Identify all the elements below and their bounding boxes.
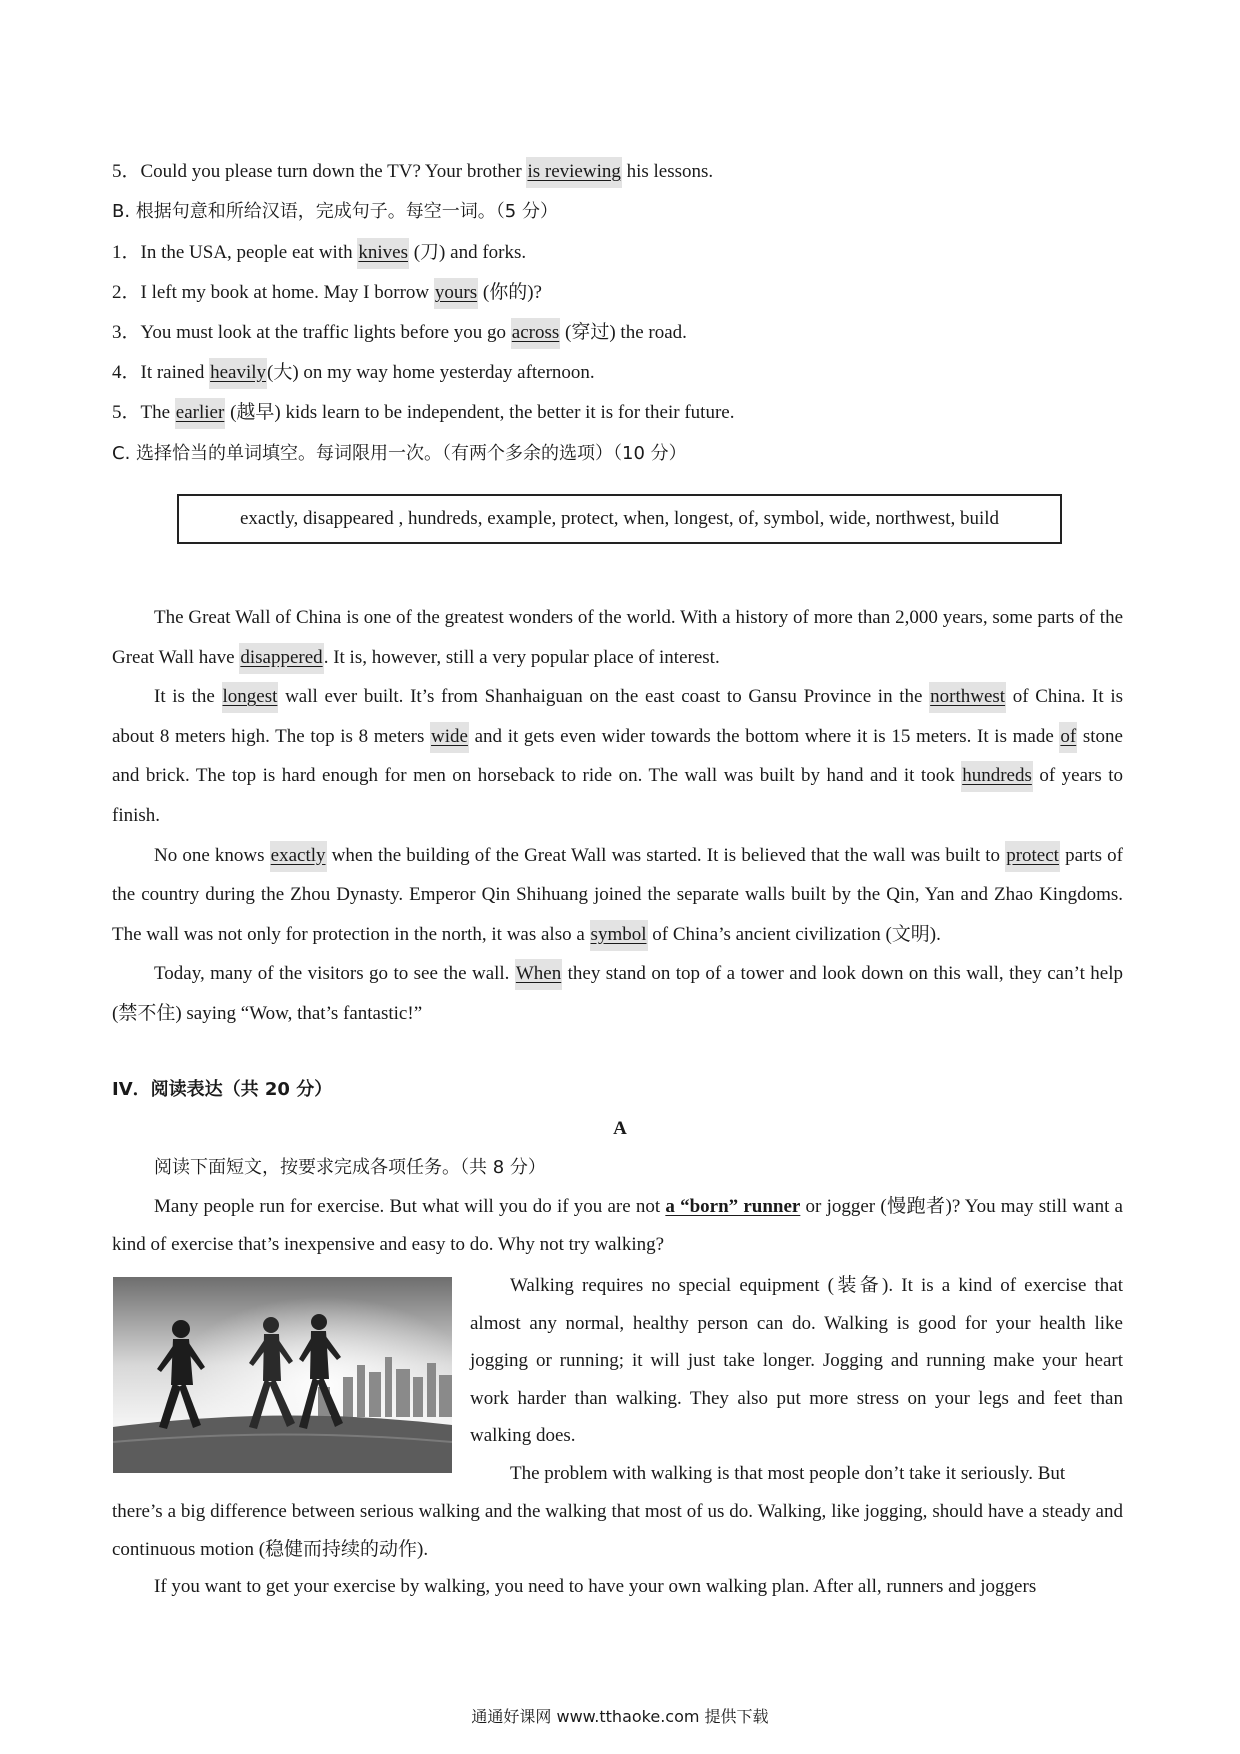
question-text: his lessons. bbox=[621, 161, 714, 182]
question-text: (越早) kids learn to be independent, the better it is for their future. bbox=[225, 402, 735, 423]
answer-blank: knives bbox=[357, 238, 409, 269]
paragraph: No one knows exactly when the building of the Great Wall was started. It is believed that the wall was built to protect parts of the country during the Zhou Dynasty. Emperor Qin Shihuang joined the separate walls built by the Qin, Yan and Zhao Kingdoms. The wall was not only for protection in the north, it was also a symbol of China’s ancient civilization (文明). bbox=[112, 836, 1123, 955]
paragraph: If you want to get your exercise by walking, you need to have your own walking plan. After all, runners and joggers bbox=[154, 1576, 1037, 1597]
question-text: 4．It rained bbox=[112, 362, 210, 383]
question-text: (刀) and forks. bbox=[408, 242, 527, 263]
paragraph: Today, many of the visitors go to see the wall. When they stand on top of a tower and look down on this wall, they can’t help (禁不住) saying “Wow, that’s fantastic!” bbox=[112, 954, 1123, 1033]
question-text: (穿过) the road. bbox=[560, 322, 687, 343]
section-heading: IV．阅读表达（共 20 分） bbox=[112, 1079, 333, 1100]
word-bank-box bbox=[177, 494, 1062, 544]
question-text: 5．The bbox=[112, 402, 175, 423]
section-heading: B. 根据句意和所给汉语，完成句子。每空一词。（5 分） bbox=[112, 201, 558, 222]
answer-blank: disappered bbox=[239, 643, 323, 674]
answer-blank: symbol bbox=[590, 920, 648, 951]
answer-blank: longest bbox=[222, 682, 279, 713]
answer-blank: of bbox=[1059, 722, 1077, 753]
answer-blank: exactly bbox=[270, 841, 327, 872]
answer-blank: hundreds bbox=[961, 761, 1033, 792]
page-footer: 通通好课网 www.tthaoke.com 提供下载 bbox=[471, 1707, 769, 1726]
question-line bbox=[112, 281, 542, 305]
paragraph: The problem with walking is that most people don’t take it seriously. But bbox=[510, 1462, 1066, 1484]
answer-blank: When bbox=[515, 959, 562, 990]
word-bank-text: exactly, disappeared , hundreds, example, protect, when, longest, of, symbol, wide, northwest, build bbox=[239, 508, 1000, 529]
question-line bbox=[112, 241, 526, 265]
question-text: 2．I left my book at home. May I borrow bbox=[112, 282, 434, 303]
part-label: A bbox=[613, 1118, 627, 1139]
answer-blank: across bbox=[511, 318, 560, 349]
question-text: 3．You must look at the traffic lights before you go bbox=[112, 322, 511, 343]
question-line bbox=[112, 321, 687, 345]
answer-blank: is reviewing bbox=[526, 157, 621, 188]
answer-blank: heavily bbox=[209, 358, 267, 389]
question-line bbox=[112, 361, 595, 385]
walkers-image bbox=[113, 1277, 452, 1473]
paragraph: there’s a big difference between serious walking and the walking that most of us do. Walking, like jogging, should have a steady and continuous motion (稳健而持续的动作). bbox=[112, 1501, 1123, 1560]
paragraph: Many people run for exercise. But what will you do if you are not a “born” runner or jogger (慢跑者)? You may still want a kind of exercise that’s inexpensive and easy to do. Why not try walking? bbox=[112, 1196, 1123, 1255]
question-text: (你的)? bbox=[478, 282, 542, 303]
answer-blank: northwest bbox=[929, 682, 1006, 713]
instruction-text: 阅读下面短文，按要求完成各项任务。（共 8 分） bbox=[154, 1157, 546, 1178]
question-line bbox=[112, 160, 713, 184]
answer-blank: earlier bbox=[175, 398, 226, 429]
passage-walking-intro bbox=[112, 1188, 1123, 1263]
answer-blank: wide bbox=[430, 722, 469, 753]
answer-blank: yours bbox=[434, 278, 478, 309]
paragraph: It is the longest wall ever built. It’s from Shanhaiguan on the east coast to Gansu Province in the northwest of China. It is about 8 meters high. The top is 8 meters wide and it gets even wider towards the bottom where it is 15 meters. It is made of stone and brick. The top is hard enough for men on horseback to ride on. The wall was built by hand and it took hundreds of years to finish. bbox=[112, 677, 1123, 835]
passage-walking-continued bbox=[112, 1493, 1123, 1606]
walkers-photo bbox=[113, 1277, 452, 1473]
section-heading: C. 选择恰当的单词填空。每词限用一次。（有两个多余的选项）（10 分） bbox=[112, 443, 687, 464]
paragraph: Walking requires no special equipment (装备). It is a kind of exercise that almost any normal, healthy person can do. Walking is good for your health like jogging or running; it will just take longer. Jogging and running make your heart work harder than walking. They also put more stress on your legs and feet than walking does. bbox=[470, 1275, 1123, 1446]
question-text: (大) on my way home yesterday afternoon. bbox=[267, 362, 595, 383]
question-line bbox=[112, 401, 734, 425]
passage-great-wall bbox=[112, 598, 1123, 1034]
underlined-phrase: a “born” runner bbox=[665, 1196, 801, 1217]
question-text: 5．Could you please turn down the TV? Your brother bbox=[112, 161, 527, 182]
answer-blank: protect bbox=[1005, 841, 1060, 872]
passage-walking-wrap bbox=[470, 1267, 1123, 1492]
paragraph: The Great Wall of China is one of the greatest wonders of the world. With a history of more than 2,000 years, some parts of the Great Wall have disappered. It is, however, still a very popular place of interest. bbox=[112, 598, 1123, 677]
question-text: 1．In the USA, people eat with bbox=[112, 242, 358, 263]
